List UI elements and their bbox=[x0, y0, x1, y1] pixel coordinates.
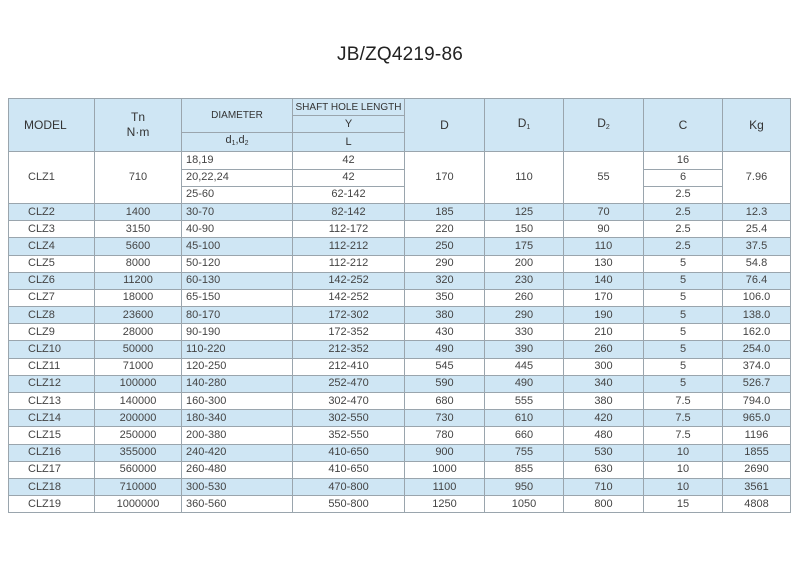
cell-c: 5 bbox=[644, 289, 723, 306]
cell-length: 112-212 bbox=[293, 238, 405, 255]
cell-c: 2.5 bbox=[644, 186, 723, 203]
cell-tn: 100000 bbox=[95, 375, 182, 392]
cell-d1: 390 bbox=[485, 341, 564, 358]
cell-diameter: 60-130 bbox=[182, 272, 293, 289]
cell-d: 590 bbox=[405, 375, 485, 392]
page-title: JB/ZQ4219-86 bbox=[337, 44, 463, 65]
cell-tn: 1400 bbox=[95, 203, 182, 220]
cell-tn: 5600 bbox=[95, 238, 182, 255]
cell-kg: 4808 bbox=[723, 496, 791, 513]
cell-tn: 23600 bbox=[95, 307, 182, 324]
cell-c: 7.5 bbox=[644, 393, 723, 410]
cell-kg: 374.0 bbox=[723, 358, 791, 375]
cell-d1: 755 bbox=[485, 444, 564, 461]
cell-length: 302-550 bbox=[293, 410, 405, 427]
table-row bbox=[9, 496, 791, 513]
header-tn-unit: N·m bbox=[126, 125, 150, 140]
cell-d2: 800 bbox=[564, 496, 644, 513]
cell-model: CLZ17 bbox=[9, 461, 95, 478]
cell-d: 780 bbox=[405, 427, 485, 444]
cell-diameter: 160-300 bbox=[182, 393, 293, 410]
cell-diameter: 120-250 bbox=[182, 358, 293, 375]
cell-d2: 420 bbox=[564, 410, 644, 427]
cell-length: 470-800 bbox=[293, 478, 405, 495]
cell-d2: 70 bbox=[564, 203, 644, 220]
cell-model: CLZ5 bbox=[9, 255, 95, 272]
cell-d2: 170 bbox=[564, 289, 644, 306]
cell-tn: 710000 bbox=[95, 478, 182, 495]
cell-length: 142-252 bbox=[293, 289, 405, 306]
cell-length: 302-470 bbox=[293, 393, 405, 410]
cell-length: 62-142 bbox=[293, 186, 405, 203]
cell-d: 900 bbox=[405, 444, 485, 461]
cell-c: 2.5 bbox=[644, 221, 723, 238]
cell-diameter: 140-280 bbox=[182, 375, 293, 392]
cell-c: 2.5 bbox=[644, 203, 723, 220]
cell-d1: 290 bbox=[485, 307, 564, 324]
cell-d1: 125 bbox=[485, 203, 564, 220]
table-row bbox=[9, 410, 791, 427]
table-row bbox=[9, 427, 791, 444]
table-row bbox=[9, 221, 791, 238]
cell-c: 10 bbox=[644, 461, 723, 478]
cell-d: 545 bbox=[405, 358, 485, 375]
cell-length: 410-650 bbox=[293, 461, 405, 478]
header-diameter-sub bbox=[182, 133, 293, 152]
cell-d2: 300 bbox=[564, 358, 644, 375]
cell-d2: 90 bbox=[564, 221, 644, 238]
cell-diameter: 90-190 bbox=[182, 324, 293, 341]
header-diameter-sub-label: $d_1,d_2$ bbox=[225, 134, 249, 148]
cell-model: CLZ8 bbox=[9, 307, 95, 324]
cell-d: 490 bbox=[405, 341, 485, 358]
header-c: C bbox=[644, 99, 723, 152]
cell-length: 212-410 bbox=[293, 358, 405, 375]
cell-d1: 950 bbox=[485, 478, 564, 495]
cell-d: 250 bbox=[405, 238, 485, 255]
cell-length: 550-800 bbox=[293, 496, 405, 513]
cell-d1: 660 bbox=[485, 427, 564, 444]
table-row bbox=[9, 255, 791, 272]
header-shaft-hole-length: SHAFT HOLE LENGTH bbox=[293, 99, 405, 116]
cell-model: CLZ12 bbox=[9, 375, 95, 392]
cell-tn: 355000 bbox=[95, 444, 182, 461]
cell-c: 5 bbox=[644, 324, 723, 341]
header-tn-label: Tn bbox=[130, 110, 145, 125]
cell-diameter: 18,19 bbox=[182, 152, 293, 169]
cell-tn: 200000 bbox=[95, 410, 182, 427]
cell-diameter: 25-60 bbox=[182, 186, 293, 203]
cell-d2: 710 bbox=[564, 478, 644, 495]
cell-c: 16 bbox=[644, 152, 723, 169]
cell-model: CLZ18 bbox=[9, 478, 95, 495]
cell-kg: 1855 bbox=[723, 444, 791, 461]
cell-length: 410-650 bbox=[293, 444, 405, 461]
cell-length: 112-212 bbox=[293, 255, 405, 272]
cell-length: 252-470 bbox=[293, 375, 405, 392]
cell-kg: 2690 bbox=[723, 461, 791, 478]
cell-d1: 330 bbox=[485, 324, 564, 341]
cell-d1: 855 bbox=[485, 461, 564, 478]
cell-model: CLZ13 bbox=[9, 393, 95, 410]
cell-c: 5 bbox=[644, 341, 723, 358]
table-row bbox=[9, 375, 791, 392]
table-row bbox=[9, 341, 791, 358]
cell-d: 350 bbox=[405, 289, 485, 306]
cell-tn: 50000 bbox=[95, 341, 182, 358]
cell-diameter: 240-420 bbox=[182, 444, 293, 461]
cell-d: 1100 bbox=[405, 478, 485, 495]
table-row bbox=[9, 444, 791, 461]
table-row bbox=[9, 289, 791, 306]
cell-length: 212-352 bbox=[293, 341, 405, 358]
cell-d: 380 bbox=[405, 307, 485, 324]
cell-d2: 630 bbox=[564, 461, 644, 478]
cell-diameter: 40-90 bbox=[182, 221, 293, 238]
cell-length: 112-172 bbox=[293, 221, 405, 238]
table-row bbox=[9, 272, 791, 289]
cell-d1: 445 bbox=[485, 358, 564, 375]
cell-kg: 76.4 bbox=[723, 272, 791, 289]
cell-diameter: 300-530 bbox=[182, 478, 293, 495]
cell-tn: 250000 bbox=[95, 427, 182, 444]
cell-d1: 555 bbox=[485, 393, 564, 410]
cell-d1: 260 bbox=[485, 289, 564, 306]
cell-kg: 965.0 bbox=[723, 410, 791, 427]
cell-c: 5 bbox=[644, 255, 723, 272]
cell-model: CLZ15 bbox=[9, 427, 95, 444]
cell-diameter: 80-170 bbox=[182, 307, 293, 324]
cell-d2: 130 bbox=[564, 255, 644, 272]
cell-diameter: 50-120 bbox=[182, 255, 293, 272]
header-tn bbox=[95, 99, 182, 152]
cell-kg: 526.7 bbox=[723, 375, 791, 392]
cell-d1: 1050 bbox=[485, 496, 564, 513]
cell-length: 82-142 bbox=[293, 203, 405, 220]
cell-d1: 610 bbox=[485, 410, 564, 427]
header-row bbox=[9, 99, 791, 116]
cell-model: CLZ3 bbox=[9, 221, 95, 238]
cell-model: CLZ2 bbox=[9, 203, 95, 220]
header-d1-label: $D_1$ bbox=[517, 115, 531, 131]
cell-tn: 1000000 bbox=[95, 496, 182, 513]
cell-d: 320 bbox=[405, 272, 485, 289]
cell-model: CLZ6 bbox=[9, 272, 95, 289]
header-model: MODEL bbox=[9, 99, 95, 152]
cell-c: 5 bbox=[644, 272, 723, 289]
cell-c: 15 bbox=[644, 496, 723, 513]
cell-kg: 138.0 bbox=[723, 307, 791, 324]
cell-c: 5 bbox=[644, 307, 723, 324]
cell-model: CLZ14 bbox=[9, 410, 95, 427]
table-row bbox=[9, 238, 791, 255]
header-kg: Kg bbox=[723, 99, 791, 152]
header-d2 bbox=[564, 99, 644, 152]
cell-kg: 12.3 bbox=[723, 203, 791, 220]
cell-d2: 340 bbox=[564, 375, 644, 392]
cell-diameter: 110-220 bbox=[182, 341, 293, 358]
table-row bbox=[9, 478, 791, 495]
cell-d: 1000 bbox=[405, 461, 485, 478]
cell-d2: 140 bbox=[564, 272, 644, 289]
cell-tn: 3150 bbox=[95, 221, 182, 238]
cell-d: 680 bbox=[405, 393, 485, 410]
cell-tn: 71000 bbox=[95, 358, 182, 375]
table-row bbox=[9, 152, 791, 169]
cell-d2: 110 bbox=[564, 238, 644, 255]
cell-length: 142-252 bbox=[293, 272, 405, 289]
cell-c: 7.5 bbox=[644, 410, 723, 427]
cell-tn: 8000 bbox=[95, 255, 182, 272]
cell-diameter: 20,22,24 bbox=[182, 169, 293, 186]
header-d1 bbox=[485, 99, 564, 152]
header-shaft-y: Y bbox=[293, 116, 405, 133]
cell-length: 172-302 bbox=[293, 307, 405, 324]
cell-tn: 11200 bbox=[95, 272, 182, 289]
table-row bbox=[9, 307, 791, 324]
cell-kg: 7.96 bbox=[723, 152, 791, 204]
cell-d1: 175 bbox=[485, 238, 564, 255]
cell-length: 352-550 bbox=[293, 427, 405, 444]
cell-d: 730 bbox=[405, 410, 485, 427]
table-row bbox=[9, 324, 791, 341]
cell-model: CLZ16 bbox=[9, 444, 95, 461]
cell-c: 6 bbox=[644, 169, 723, 186]
cell-length: 172-352 bbox=[293, 324, 405, 341]
cell-d2: 55 bbox=[564, 152, 644, 204]
header-diameter: DIAMETER bbox=[182, 99, 293, 133]
cell-d2: 210 bbox=[564, 324, 644, 341]
cell-c: 2.5 bbox=[644, 238, 723, 255]
cell-kg: 162.0 bbox=[723, 324, 791, 341]
cell-d: 1250 bbox=[405, 496, 485, 513]
cell-d2: 190 bbox=[564, 307, 644, 324]
cell-d: 290 bbox=[405, 255, 485, 272]
cell-diameter: 65-150 bbox=[182, 289, 293, 306]
cell-d: 430 bbox=[405, 324, 485, 341]
cell-model: CLZ9 bbox=[9, 324, 95, 341]
cell-kg: 1196 bbox=[723, 427, 791, 444]
cell-tn: 18000 bbox=[95, 289, 182, 306]
cell-c: 10 bbox=[644, 444, 723, 461]
cell-model: CLZ11 bbox=[9, 358, 95, 375]
cell-d: 220 bbox=[405, 221, 485, 238]
cell-model: CLZ1 bbox=[9, 152, 95, 204]
cell-tn: 710 bbox=[95, 152, 182, 204]
table-row bbox=[9, 358, 791, 375]
cell-tn: 28000 bbox=[95, 324, 182, 341]
cell-d1: 200 bbox=[485, 255, 564, 272]
cell-d: 170 bbox=[405, 152, 485, 204]
cell-c: 5 bbox=[644, 358, 723, 375]
cell-kg: 37.5 bbox=[723, 238, 791, 255]
cell-diameter: 360-560 bbox=[182, 496, 293, 513]
cell-length: 42 bbox=[293, 152, 405, 169]
table-row bbox=[9, 203, 791, 220]
cell-kg: 3561 bbox=[723, 478, 791, 495]
header-shaft-l: L bbox=[293, 133, 405, 152]
table-row bbox=[9, 393, 791, 410]
cell-tn: 560000 bbox=[95, 461, 182, 478]
cell-d1: 150 bbox=[485, 221, 564, 238]
cell-diameter: 260-480 bbox=[182, 461, 293, 478]
cell-length: 42 bbox=[293, 169, 405, 186]
cell-diameter: 30-70 bbox=[182, 203, 293, 220]
cell-c: 7.5 bbox=[644, 427, 723, 444]
cell-model: CLZ4 bbox=[9, 238, 95, 255]
cell-kg: 794.0 bbox=[723, 393, 791, 410]
cell-c: 5 bbox=[644, 375, 723, 392]
cell-kg: 25.4 bbox=[723, 221, 791, 238]
cell-kg: 106.0 bbox=[723, 289, 791, 306]
header-d: D bbox=[405, 99, 485, 152]
cell-kg: 254.0 bbox=[723, 341, 791, 358]
cell-diameter: 200-380 bbox=[182, 427, 293, 444]
cell-d2: 530 bbox=[564, 444, 644, 461]
cell-model: CLZ10 bbox=[9, 341, 95, 358]
cell-d2: 380 bbox=[564, 393, 644, 410]
cell-d: 185 bbox=[405, 203, 485, 220]
spec-table bbox=[8, 98, 791, 513]
cell-d2: 480 bbox=[564, 427, 644, 444]
cell-tn: 140000 bbox=[95, 393, 182, 410]
cell-c: 10 bbox=[644, 478, 723, 495]
cell-d1: 110 bbox=[485, 152, 564, 204]
cell-d1: 230 bbox=[485, 272, 564, 289]
cell-diameter: 45-100 bbox=[182, 238, 293, 255]
cell-model: CLZ19 bbox=[9, 496, 95, 513]
table-row bbox=[9, 461, 791, 478]
cell-d2: 260 bbox=[564, 341, 644, 358]
cell-model: CLZ7 bbox=[9, 289, 95, 306]
table-body bbox=[9, 99, 791, 513]
header-d2-label: $D_2$ bbox=[597, 115, 610, 131]
cell-kg: 54.8 bbox=[723, 255, 791, 272]
cell-d1: 490 bbox=[485, 375, 564, 392]
cell-diameter: 180-340 bbox=[182, 410, 293, 427]
